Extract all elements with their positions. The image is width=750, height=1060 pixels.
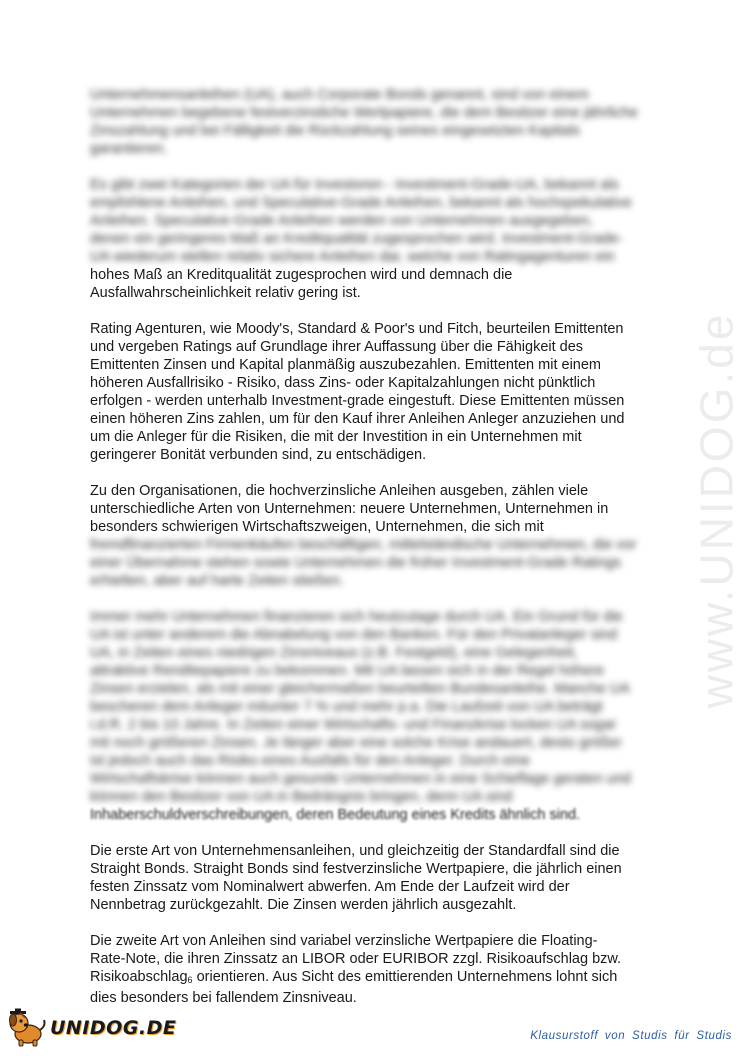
blurred-text-line: Inhaberschuldverschreibungen, deren Bedeutung eines Kredits ähnlich sind. (90, 807, 581, 823)
blurred-text-line: Unternehmen begebene festverzinsliche Wertpapiere, die dem Besitzer eine jährliche (90, 105, 638, 121)
text-line (90, 968, 662, 989)
blurred-text-line: denen ein geringeres Maß an Kreditqualität zugesprochen wird. Investment-Grade- (90, 231, 623, 247)
paragraph-organisations (90, 482, 662, 590)
blurred-text-line: Wirtschaftskrise können auch gesunde Unternehmen in eine Schieflage geraten und (90, 771, 631, 787)
blurred-text-line: attraktive Renditepapiere zu bekommen. Mit UA lassen sich in der Regel höhere (90, 663, 605, 679)
document-body (90, 86, 662, 1025)
text-line: Die erste Art von Unternehmensanleihen, und gleichzeitig der Standardfall sind die (90, 843, 620, 859)
blurred-text-line: UA wiederum stellen relativ sichere Anleihen dar, welche von Ratingagenturen ein (90, 249, 615, 265)
blurred-text-line: Zinsen erzielen, als mit einer gleichermaßen beurteilten Bundesanleihe. Manche UA (90, 681, 631, 697)
text-line: dies besonders bei fallendem Zinsniveau. (90, 990, 357, 1006)
paragraph-rating-agencies (90, 320, 662, 464)
blurred-text-line: ist jedoch auch das Risiko eines Ausfalls für den Anleger. Durch eine (90, 753, 531, 769)
dog-mascot-icon (6, 1008, 48, 1048)
text-line: unterschiedliche Arten von Unternehmen: neuere Unternehmen, Unternehmen in (90, 501, 609, 517)
text-line: Straight Bonds. Straight Bonds sind festverzinsliche Wertpapiere, die jährlich einen (90, 861, 622, 877)
text-line: Zu den Organisationen, die hochverzinsliche Anleihen ausgeben, zählen viele (90, 483, 589, 499)
blurred-text-line: Zinszahlung und bei Fälligkeit die Rückzahlung seines eingesetzten Kapitals (90, 123, 581, 139)
blurred-text-line: bescheren dem Anleger mitunter 7 % und mehr p.a. Die Laufzeit von UA beträgt (90, 699, 603, 715)
footnote-marker: 6 (187, 975, 193, 985)
blurred-text-line: fremdfinanzierten Firmenkäufen beschäftigen, mittelständische Unternehmen, die vor (90, 537, 637, 553)
text-line: höheren Ausfallrisiko - Risiko, dass Zins- oder Kapitalzahlungen nicht pünktlich (90, 375, 596, 391)
text-fragment: Risikoabschlag (90, 969, 188, 985)
text-line: erfolgen - werden unterhalb Investment-grade eingestuft. Diese Emittenten müssen (90, 393, 625, 409)
blurred-text-line: einer Übernahme stehen sowie Unternehmen die früher Investment-Grade Ratings (90, 555, 622, 571)
text-line: Die zweite Art von Anleihen sind variabel verzinsliche Wertpapiere die Floating- (90, 933, 598, 949)
paragraph-intro (90, 86, 662, 158)
text-line: besonders schwierigen Wirtschaftszweigen, Unternehmen, die sich mit (90, 519, 544, 535)
blurred-text-line: Unternehmensanleihen (UA), auch Corporate Bonds genannt, sind von einem (90, 87, 589, 103)
blurred-text-line: i.d.R. 2 bis 10 Jahre. In Zeiten einer Wirtschafts- und Finanzkrise locken UA sogar (90, 717, 617, 733)
text-line: und vergeben Ratings auf Grundlage ihrer Auffassung über die Fähigkeit des (90, 339, 584, 355)
blurred-text-line: können den Besitzer von UA in Bedrängnis bringen, denn UA sind (90, 789, 513, 805)
blurred-text-line: Es gibt zwei Kategorien der UA für Investoren - Investment-Grade-UA, bekannt als (90, 177, 619, 193)
blurred-text-line: UA, in Zeiten eines niedrigen Zinsniveaus (z.B. Festgeld), eine Gelegenheit, (90, 645, 578, 661)
blurred-text-line: garantieren. (90, 141, 168, 157)
text-line: Rating Agenturen, wie Moody's, Standard & Poor's und Fitch, beurteilen Emittenten (90, 321, 624, 337)
paragraph-straight-bonds (90, 842, 662, 914)
blurred-text-line: erhielten, aber auf harte Zeiten stießen. (90, 573, 344, 589)
text-line: festen Zinssatz vom Nominalwert abwerfen. Am Ende der Laufzeit wird der (90, 879, 570, 895)
text-fragment: orientieren. Aus Sicht des emittierenden Unternehmens lohnt sich (192, 969, 618, 985)
text-line: Ausfallwahrscheinlichkeit relativ gering ist. (90, 285, 361, 301)
paragraph-financing (90, 608, 662, 824)
paragraph-floating-rate (90, 932, 662, 1007)
blurred-text-line: Immer mehr Unternehmen finanzieren sich heutzutage durch UA. Ein Grund für die (90, 609, 623, 625)
blurred-text-line: empfohlene Anleihen, und Speculative-Grade Anleihen, bekannt als hochspekulative (90, 195, 632, 211)
blurred-text-line: Anleihen. Speculative-Grade Anleihen werden von Unternehmen ausgegeben, (90, 213, 594, 229)
text-line: Rate-Note, die ihren Zinssatz an LIBOR oder EURIBOR zzgl. Risikoaufschlag bzw. (90, 951, 622, 967)
blurred-text-line: UA ist unter anderem die Abnabelung von den Banken. Für den Privatanleger sind (90, 627, 618, 643)
text-line: hohes Maß an Kreditqualität zugesprochen wird und demnach die (90, 267, 513, 283)
watermark-text: www.UNIDOG.de (690, 311, 743, 709)
text-line: Emittenten Zinsen und Kapital planmäßig auszubezahlen. Emittenten mit einem (90, 357, 602, 373)
footer-tagline: Klausurstoff von Studis für Studis (530, 1030, 732, 1042)
text-line: geringerer Bonität verbunden sind, zu entschädigen. (90, 447, 427, 463)
paragraph-categories (90, 176, 662, 302)
blurred-text-line: mit noch größeren Zinsen. Je länger aber eine solche Krise andauert, desto größer (90, 735, 622, 751)
logo-text: UNIDOG.DE (50, 1017, 177, 1039)
footer-logo (6, 1008, 176, 1048)
text-line: Nennbetrag zurückgezahlt. Die Zinsen werden jährlich ausgezahlt. (90, 897, 517, 913)
text-line: einen höheren Zins zahlen, um für den Kauf ihrer Anleihen Anleger anzuziehen und (90, 411, 625, 427)
text-line: um die Anleger für die Risiken, die mit der Investition in ein Unternehmen mit (90, 429, 582, 445)
watermark (686, 270, 746, 750)
